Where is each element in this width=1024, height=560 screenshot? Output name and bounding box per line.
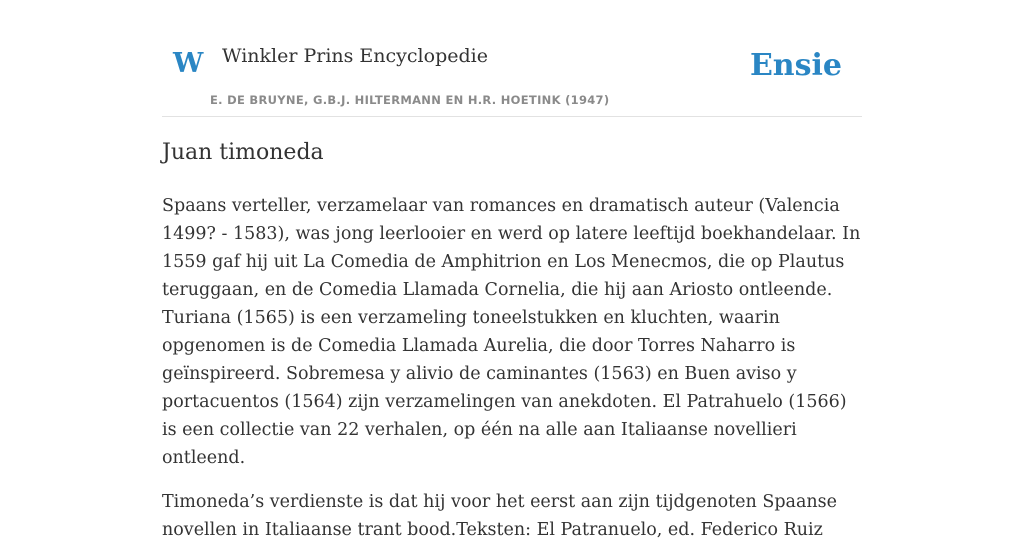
article-paragraph: Spaans verteller, verzamelaar van romances en dramatisch auteur (Valencia 1499? - 1583), was jong leerlooier en werd op latere leeftijd boekhandelaar. In 1559 gaf hij uit La Comedia de Amphitrion en Los Menecmos, die op Plautus teruggaan, en de Comedia Llamada Cornelia, die hij aan Ariosto ontleende. Turiana (1565) is een verzameling toneelstukken en kluchten, waarin opgenomen is de Comedia Llamada Aurelia, die door Torres Naharro is geïnspireerd. Sobremesa y alivio de caminantes (1563) en Buen aviso y portacuentos (1564) zijn verzamelingen van anekdoten. El Patrahuelo (1566) is een collectie van 22 verhalen, op één na alle aan Italiaanse novellieri ontleend. <box>162 196 861 468</box>
article-paragraph: Timoneda’s verdienste is dat hij voor het eerst aan zijn tijdgenoten Spaanse novellen in Italiaanse trant bood.Teksten: El Patranuelo, ed. Federico Ruiz <box>162 492 838 540</box>
ensie-brand-logo[interactable]: Ensie <box>749 48 842 83</box>
winkler-prins-logo[interactable]: W <box>173 48 204 79</box>
publication-title[interactable]: Winkler Prins Encyclopedie <box>222 45 488 67</box>
article-title: Juan timoneda <box>162 140 324 165</box>
article-body <box>162 192 862 560</box>
encyclopedia-header <box>162 0 862 117</box>
publication-authors: E. DE BRUYNE, G.B.J. HILTERMANN EN H.R. HOETINK (1947) <box>210 93 610 107</box>
page-container <box>162 0 862 540</box>
